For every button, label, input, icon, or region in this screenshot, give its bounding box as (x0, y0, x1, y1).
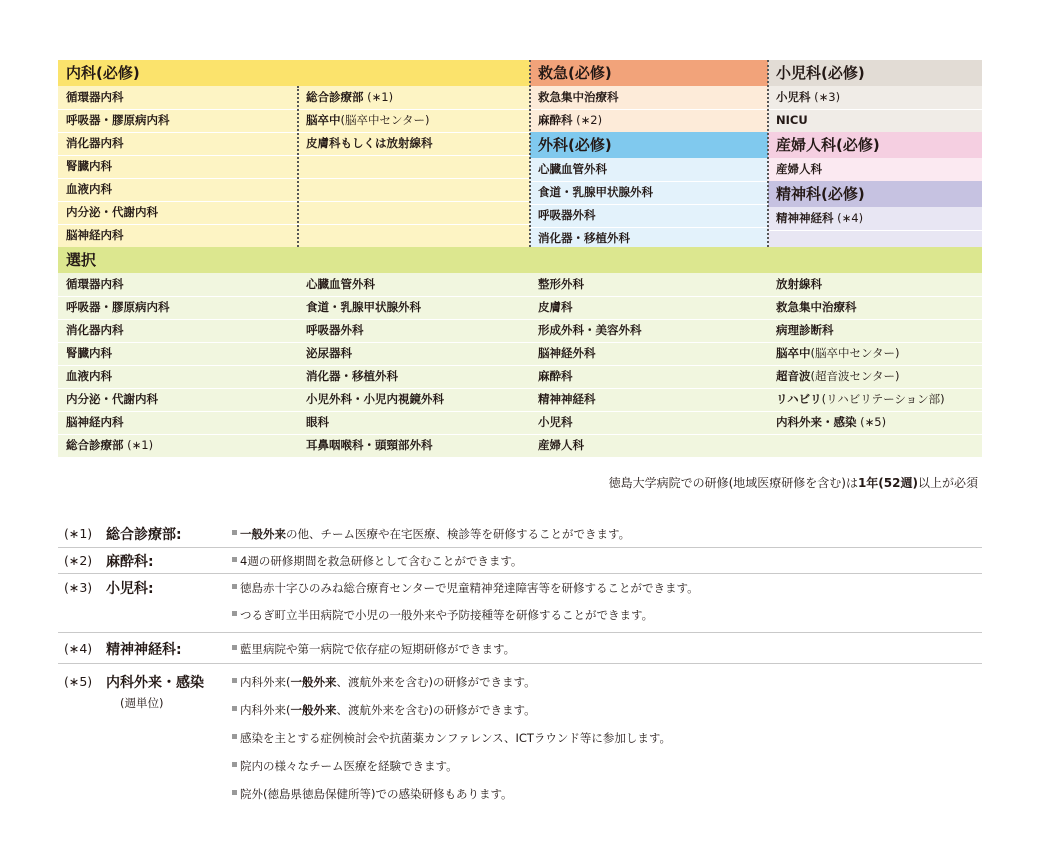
bullet-square-icon (232, 584, 237, 589)
row-divider (58, 411, 982, 412)
bullet-square-icon (232, 678, 237, 683)
elective-item: 心臓血管外科 (306, 277, 375, 291)
note-divider (58, 632, 982, 633)
note-mark: (∗3) (64, 580, 93, 595)
elective-item: 血液内科 (66, 369, 112, 383)
seishinka-item: 精神神経科 (∗4) (776, 211, 864, 225)
note-text: 院内の様々なチーム医療を経験できます。 (232, 758, 458, 774)
shonika-header: 小児科(必修) (768, 60, 982, 86)
row-divider (58, 132, 530, 133)
geka-item: 食道・乳腺甲状腺外科 (538, 185, 653, 199)
row-divider (58, 155, 530, 156)
note-text: つるぎ町立半田病院で小児の一般外来や予防接種等を研修することができます。 (232, 607, 653, 623)
note-text: 感染を主とする症例検討会や抗菌薬カンファレンス、ICTラウンド等に参加します。 (232, 730, 671, 746)
bullet-square-icon (232, 706, 237, 711)
note-mark: (∗5) (64, 674, 93, 689)
elective-item: 放射線科 (776, 277, 822, 291)
row-divider (530, 204, 768, 205)
row-divider (58, 109, 530, 110)
row-divider (768, 230, 982, 231)
naika-item: 脳神経内科 (66, 228, 124, 242)
geka-item: 心臓血管外科 (538, 162, 607, 176)
elective-item: 精神神経科 (538, 392, 596, 406)
elective-item: 耳鼻咽喉科・頭頸部外科 (306, 438, 433, 452)
note-mark: (∗4) (64, 641, 93, 656)
note-title: 総合診療部: (106, 527, 182, 543)
note-divider (58, 663, 982, 664)
note-text: 内科外来(一般外来、渡航外来を含む)の研修ができます。 (232, 674, 536, 690)
naika-item: 循環器内科 (66, 90, 124, 104)
note-divider (58, 573, 982, 574)
elective-item: 麻酔科 (538, 369, 573, 383)
kyukyu-header: 救急(必修) (530, 60, 768, 86)
elective-item: リハビリ(リハビリテーション部) (776, 392, 945, 406)
sanfujinka-item: 産婦人科 (776, 162, 822, 176)
elective-item: 整形外科 (538, 277, 584, 291)
naika-item: 消化器内科 (66, 136, 124, 150)
naika-header: 内科(必修) (58, 60, 530, 86)
elective-item: 形成外科・美容外科 (538, 323, 642, 337)
kyukyu-item: 麻酔科 (∗2) (538, 113, 603, 127)
geka-header: 外科(必修) (530, 132, 768, 158)
note-divider (58, 547, 982, 548)
column-divider (297, 86, 299, 247)
bullet-square-icon (232, 557, 237, 562)
column-divider (767, 60, 769, 247)
elective-item: 食道・乳腺甲状腺外科 (306, 300, 421, 314)
row-divider (530, 181, 768, 182)
elective-item: 泌尿器科 (306, 346, 352, 360)
note-text: 4週の研修期間を救急研修として含むことができます。 (232, 553, 522, 569)
naika-item: 腎臓内科 (66, 159, 112, 173)
elective-item: 超音波(超音波センター) (776, 369, 900, 383)
kyukyu-item: 救急集中治療科 (538, 90, 619, 104)
naika-item: 皮膚科もしくは放射線科 (306, 136, 433, 150)
note-text: 院外(徳島県徳島保健所等)での感染研修もあります。 (232, 786, 513, 802)
note-title: 小児科: (106, 581, 154, 597)
naika-item: 総合診療部 (∗1) (306, 90, 394, 104)
bullet-square-icon (232, 645, 237, 650)
row-divider (58, 388, 982, 389)
elective-item: 産婦人科 (538, 438, 584, 452)
note-text: 藍里病院や第一病院で依存症の短期研修ができます。 (232, 641, 515, 657)
note-mark: (∗1) (64, 526, 93, 541)
elective-item: 小児科 (538, 415, 573, 429)
row-divider (58, 296, 982, 297)
elective-item: 眼科 (306, 415, 329, 429)
elective-item: 脳神経内科 (66, 415, 124, 429)
elective-item: 呼吸器外科 (306, 323, 364, 337)
bullet-square-icon (232, 734, 237, 739)
sanfujinka-header: 産婦人科(必修) (768, 132, 982, 158)
elective-item: 腎臓内科 (66, 346, 112, 360)
elective-item: 脳神経外科 (538, 346, 596, 360)
elective-item: 呼吸器・膠原病内科 (66, 300, 170, 314)
elective-item: 総合診療部 (∗1) (66, 438, 154, 452)
row-divider (530, 109, 768, 110)
row-divider (58, 434, 982, 435)
elective-header: 選択 (58, 247, 982, 273)
column-divider (529, 60, 531, 247)
row-divider (58, 319, 982, 320)
note-title: 内科外来・感染 (106, 675, 204, 691)
elective-item: 救急集中治療科 (776, 300, 857, 314)
note-title: 精神神経科: (106, 642, 182, 658)
bullet-square-icon (232, 611, 237, 616)
note-subtitle: (週単位) (120, 696, 164, 710)
bullet-square-icon (232, 762, 237, 767)
elective-item: 内科外来・感染 (∗5) (776, 415, 887, 429)
elective-item: 小児外科・小児内視鏡外科 (306, 392, 444, 406)
bullet-square-icon (232, 530, 237, 535)
note-text: 徳島赤十字ひのみね総合療育センターで児童精神発達障害等を研修することができます。 (232, 580, 699, 596)
naika-item: 呼吸器・膠原病内科 (66, 113, 170, 127)
row-divider (58, 342, 982, 343)
elective-item: 病理診断科 (776, 323, 834, 337)
naika-item: 脳卒中(脳卒中センター) (306, 113, 430, 127)
row-divider (58, 201, 530, 202)
elective-item: 皮膚科 (538, 300, 573, 314)
note-mark: (∗2) (64, 553, 93, 568)
requirement-text: 徳島大学病院での研修(地域医療研修を含む)は1年(52週)以上が必須 (608, 476, 978, 490)
elective-item: 消化器・移植外科 (306, 369, 398, 383)
shonika-item: 小児科 (∗3) (776, 90, 841, 104)
bullet-square-icon (232, 790, 237, 795)
geka-item: 消化器・移植外科 (538, 231, 630, 245)
row-divider (58, 178, 530, 179)
elective-item: 脳卒中(脳卒中センター) (776, 346, 900, 360)
elective-item: 内分泌・代謝内科 (66, 392, 158, 406)
row-divider (768, 109, 982, 110)
elective-item: 循環器内科 (66, 277, 124, 291)
naika-item: 内分泌・代謝内科 (66, 205, 158, 219)
row-divider (58, 224, 530, 225)
note-text: 内科外来(一般外来、渡航外来を含む)の研修ができます。 (232, 702, 536, 718)
geka-item: 呼吸器外科 (538, 208, 596, 222)
note-title: 麻酔科: (106, 554, 154, 570)
row-divider (530, 227, 768, 228)
seishinka-header: 精神科(必修) (768, 181, 982, 207)
elective-item: 消化器内科 (66, 323, 124, 337)
row-divider (58, 365, 982, 366)
note-text: 一般外来の他、チーム医療や在宅医療、検診等を研修することができます。 (232, 526, 630, 542)
naika-item: 血液内科 (66, 182, 112, 196)
shonika-item: NICU (776, 113, 808, 127)
